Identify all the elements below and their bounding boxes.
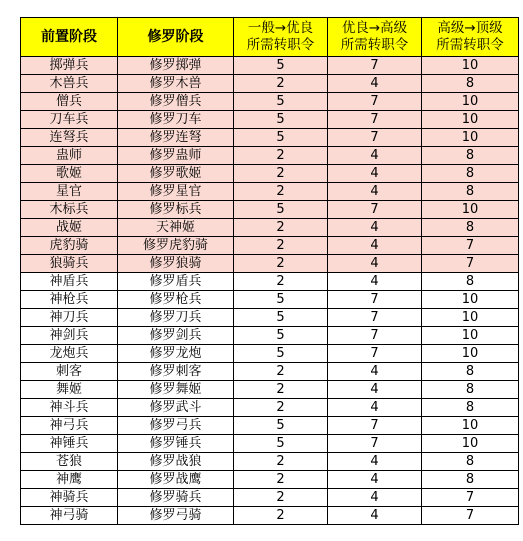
cell-shura-stage: 修罗蛊师: [118, 147, 234, 165]
cell-advanced-to-top: 10: [422, 129, 519, 147]
cell-pre-stage: 战姬: [21, 219, 118, 237]
cell-normal-to-good: 5: [234, 93, 328, 111]
cell-pre-stage: 舞姬: [21, 381, 118, 399]
cell-shura-stage: 修罗掷弹: [118, 57, 234, 75]
cell-normal-to-good: 2: [234, 75, 328, 93]
table-row: [21, 219, 519, 237]
cell-normal-to-good: 2: [234, 219, 328, 237]
cell-pre-stage: 龙炮兵: [21, 345, 118, 363]
table-row: [21, 435, 519, 453]
cell-normal-to-good: 2: [234, 381, 328, 399]
cell-pre-stage: 木兽兵: [21, 75, 118, 93]
cell-advanced-to-top: 8: [422, 399, 519, 417]
cell-advanced-to-top: 8: [422, 219, 519, 237]
cell-pre-stage: 神盾兵: [21, 273, 118, 291]
table-row: [21, 111, 519, 129]
cell-shura-stage: 修罗战狼: [118, 453, 234, 471]
cell-shura-stage: 修罗骑兵: [118, 489, 234, 507]
cell-shura-stage: 修罗弓兵: [118, 417, 234, 435]
cell-advanced-to-top: 7: [422, 507, 519, 525]
header-pre-stage: 前置阶段: [21, 18, 118, 57]
cell-good-to-advanced: 7: [328, 417, 422, 435]
table-row: [21, 345, 519, 363]
cell-pre-stage: 神锤兵: [21, 435, 118, 453]
cell-shura-stage: 修罗星官: [118, 183, 234, 201]
table-row: [21, 453, 519, 471]
header-good-to-advanced: [328, 18, 422, 57]
cell-pre-stage: 神枪兵: [21, 291, 118, 309]
cell-pre-stage: 木标兵: [21, 201, 118, 219]
cell-advanced-to-top: 10: [422, 417, 519, 435]
cell-pre-stage: 神骑兵: [21, 489, 118, 507]
cell-shura-stage: 修罗战鹰: [118, 471, 234, 489]
cell-good-to-advanced: 4: [328, 381, 422, 399]
cell-pre-stage: 连弩兵: [21, 129, 118, 147]
cell-advanced-to-top: 10: [422, 327, 519, 345]
header-advanced-to-top-line1: 高级→顶级: [437, 20, 503, 36]
cell-pre-stage: 僧兵: [21, 93, 118, 111]
cell-advanced-to-top: 8: [422, 165, 519, 183]
header-advanced-to-top-line2: 所需转职令: [436, 37, 504, 53]
table-row: [21, 489, 519, 507]
cell-advanced-to-top: 8: [422, 75, 519, 93]
cell-good-to-advanced: 4: [328, 273, 422, 291]
cell-advanced-to-top: 8: [422, 273, 519, 291]
cell-good-to-advanced: 4: [328, 363, 422, 381]
cell-advanced-to-top: 10: [422, 291, 519, 309]
header-normal-to-good-line2: 所需转职令: [246, 37, 315, 53]
cell-good-to-advanced: 7: [328, 435, 422, 453]
cell-shura-stage: 修罗锤兵: [118, 435, 234, 453]
cell-pre-stage: 星官: [21, 183, 118, 201]
cell-good-to-advanced: 4: [328, 147, 422, 165]
table-row: [21, 75, 519, 93]
cell-pre-stage: 苍狼: [21, 453, 118, 471]
cell-advanced-to-top: 10: [422, 345, 519, 363]
cell-shura-stage: 修罗刺客: [118, 363, 234, 381]
cell-good-to-advanced: 7: [328, 327, 422, 345]
cell-normal-to-good: 2: [234, 363, 328, 381]
cell-advanced-to-top: 8: [422, 147, 519, 165]
cell-shura-stage: 修罗剑兵: [118, 327, 234, 345]
cell-good-to-advanced: 7: [328, 345, 422, 363]
cell-good-to-advanced: 4: [328, 399, 422, 417]
cell-advanced-to-top: 8: [422, 363, 519, 381]
cell-shura-stage: 修罗木兽: [118, 75, 234, 93]
cell-shura-stage: 修罗标兵: [118, 201, 234, 219]
cell-normal-to-good: 2: [234, 507, 328, 525]
cell-normal-to-good: 5: [234, 57, 328, 75]
header-normal-to-good-line1: 一般→优良: [247, 20, 314, 36]
cell-pre-stage: 神鹰: [21, 471, 118, 489]
cell-shura-stage: 天神姬: [118, 219, 234, 237]
cell-advanced-to-top: 8: [422, 381, 519, 399]
cell-shura-stage: 修罗舞姬: [118, 381, 234, 399]
cell-normal-to-good: 5: [234, 129, 328, 147]
header-shura-stage: 修罗阶段: [118, 18, 234, 57]
cell-advanced-to-top: 10: [422, 435, 519, 453]
cell-good-to-advanced: 4: [328, 453, 422, 471]
cell-normal-to-good: 2: [234, 255, 328, 273]
cell-advanced-to-top: 7: [422, 255, 519, 273]
cell-normal-to-good: 2: [234, 237, 328, 255]
cell-advanced-to-top: 10: [422, 309, 519, 327]
table-row: [21, 147, 519, 165]
cell-good-to-advanced: 4: [328, 471, 422, 489]
cell-shura-stage: 修罗虎豹骑: [118, 237, 234, 255]
cell-advanced-to-top: 10: [422, 111, 519, 129]
table-row: [21, 291, 519, 309]
table-row: [21, 417, 519, 435]
cell-pre-stage: 虎豹骑: [21, 237, 118, 255]
cell-normal-to-good: 2: [234, 183, 328, 201]
cell-normal-to-good: 5: [234, 345, 328, 363]
cell-shura-stage: 修罗盾兵: [118, 273, 234, 291]
cell-shura-stage: 修罗歌姬: [118, 165, 234, 183]
cell-pre-stage: 歌姬: [21, 165, 118, 183]
cell-advanced-to-top: 7: [422, 237, 519, 255]
cell-good-to-advanced: 7: [328, 57, 422, 75]
table-row: [21, 183, 519, 201]
table-row: [21, 165, 519, 183]
table-row: [21, 399, 519, 417]
cell-normal-to-good: 5: [234, 111, 328, 129]
table-row: [21, 237, 519, 255]
cell-pre-stage: 蛊师: [21, 147, 118, 165]
cell-normal-to-good: 2: [234, 147, 328, 165]
cell-shura-stage: 修罗刀车: [118, 111, 234, 129]
cell-pre-stage: 神刀兵: [21, 309, 118, 327]
cell-advanced-to-top: 10: [422, 201, 519, 219]
cell-good-to-advanced: 4: [328, 183, 422, 201]
cell-good-to-advanced: 4: [328, 489, 422, 507]
table-row: [21, 507, 519, 525]
table-row: [21, 309, 519, 327]
cell-shura-stage: 修罗武斗: [118, 399, 234, 417]
table-row: [21, 201, 519, 219]
cell-shura-stage: 修罗弓骑: [118, 507, 234, 525]
cell-good-to-advanced: 4: [328, 237, 422, 255]
cell-shura-stage: 修罗僧兵: [118, 93, 234, 111]
cell-normal-to-good: 2: [234, 165, 328, 183]
header-good-to-advanced-line2: 所需转职令: [340, 37, 409, 53]
cell-normal-to-good: 5: [234, 417, 328, 435]
table-row: [21, 93, 519, 111]
cell-advanced-to-top: 10: [422, 93, 519, 111]
header-row: [21, 18, 519, 57]
cell-advanced-to-top: 8: [422, 471, 519, 489]
header-normal-to-good: [234, 18, 328, 57]
cell-normal-to-good: 2: [234, 453, 328, 471]
cell-shura-stage: 修罗龙炮: [118, 345, 234, 363]
cell-pre-stage: 刺客: [21, 363, 118, 381]
cell-pre-stage: 神剑兵: [21, 327, 118, 345]
table-row: [21, 471, 519, 489]
cell-shura-stage: 修罗枪兵: [118, 291, 234, 309]
cell-shura-stage: 修罗狼骑: [118, 255, 234, 273]
cell-pre-stage: 狼骑兵: [21, 255, 118, 273]
cell-good-to-advanced: 4: [328, 255, 422, 273]
cell-pre-stage: 神弓兵: [21, 417, 118, 435]
cell-pre-stage: 神弓骑: [21, 507, 118, 525]
cell-normal-to-good: 5: [234, 201, 328, 219]
cell-shura-stage: 修罗刀兵: [118, 309, 234, 327]
table-row: [21, 381, 519, 399]
header-advanced-to-top: [422, 18, 519, 57]
cell-normal-to-good: 2: [234, 489, 328, 507]
cell-normal-to-good: 5: [234, 291, 328, 309]
cell-good-to-advanced: 7: [328, 129, 422, 147]
cell-good-to-advanced: 4: [328, 165, 422, 183]
table-row: [21, 255, 519, 273]
cell-shura-stage: 修罗连弩: [118, 129, 234, 147]
table-row: [21, 273, 519, 291]
cell-good-to-advanced: 4: [328, 75, 422, 93]
cell-good-to-advanced: 7: [328, 111, 422, 129]
cell-good-to-advanced: 7: [328, 93, 422, 111]
cell-advanced-to-top: 8: [422, 183, 519, 201]
cell-normal-to-good: 5: [234, 435, 328, 453]
table-row: [21, 327, 519, 345]
cell-good-to-advanced: 4: [328, 219, 422, 237]
cell-good-to-advanced: 4: [328, 507, 422, 525]
cell-pre-stage: 神斗兵: [21, 399, 118, 417]
cell-good-to-advanced: 7: [328, 201, 422, 219]
cell-normal-to-good: 5: [234, 327, 328, 345]
table-row: [21, 129, 519, 147]
transfer-order-table: [20, 17, 519, 525]
cell-normal-to-good: 2: [234, 471, 328, 489]
table-row: [21, 57, 519, 75]
cell-good-to-advanced: 7: [328, 309, 422, 327]
cell-advanced-to-top: 8: [422, 453, 519, 471]
cell-pre-stage: 刀车兵: [21, 111, 118, 129]
cell-good-to-advanced: 7: [328, 291, 422, 309]
cell-pre-stage: 掷弹兵: [21, 57, 118, 75]
cell-normal-to-good: 2: [234, 399, 328, 417]
cell-advanced-to-top: 10: [422, 57, 519, 75]
table-row: [21, 363, 519, 381]
cell-advanced-to-top: 7: [422, 489, 519, 507]
cell-normal-to-good: 5: [234, 309, 328, 327]
header-good-to-advanced-line1: 优良→高级: [341, 20, 408, 36]
cell-normal-to-good: 2: [234, 273, 328, 291]
